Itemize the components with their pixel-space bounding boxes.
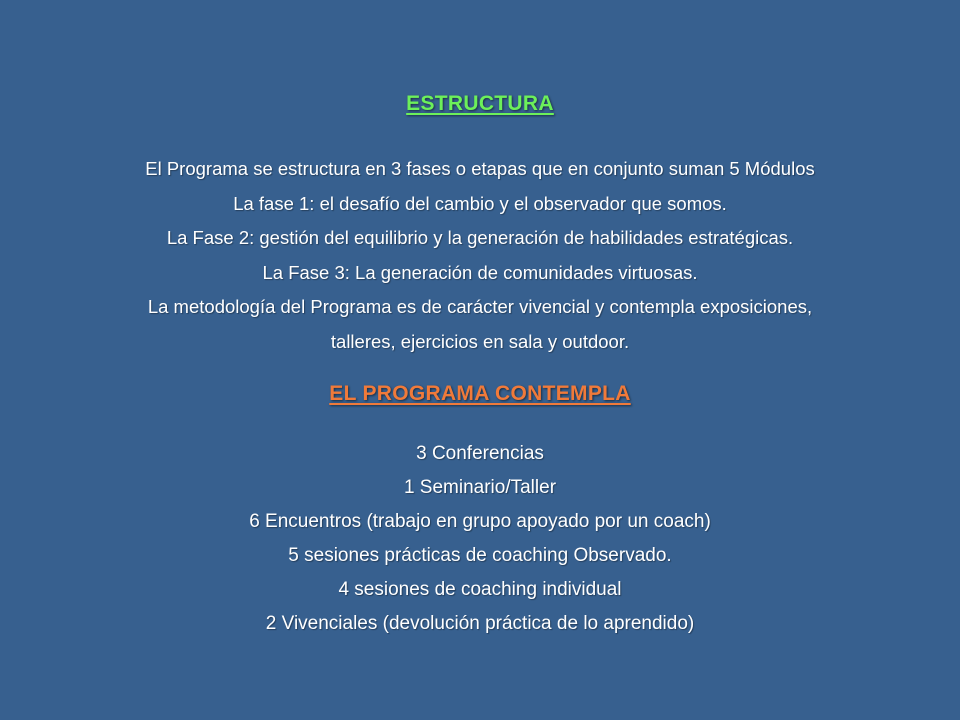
program-item: 5 sesiones prácticas de coaching Observado.	[288, 545, 672, 566]
program-item: 2 Vivenciales (devolución práctica de lo aprendido)	[265, 613, 695, 634]
structure-line: El Programa se estructura en 3 fases o etapas que en conjunto suman 5 Módulos	[145, 158, 815, 179]
structure-line: La metodología del Programa es de carácter vivencial y contempla exposiciones,	[147, 296, 813, 317]
program-item: 4 sesiones de coaching individual	[338, 579, 622, 600]
program-items	[0, 437, 960, 641]
program-item: 6 Encuentros (trabajo en grupo apoyado por un coach)	[249, 511, 711, 532]
structure-line: La Fase 2: gestión del equilibrio y la generación de habilidades estratégicas.	[166, 227, 794, 248]
structure-line: talleres, ejercicios en sala y outdoor.	[330, 330, 630, 352]
program-heading: EL PROGRAMA CONTEMPLA	[329, 382, 631, 405]
structure-heading: ESTRUCTURA	[406, 92, 554, 115]
structure-line: La fase 1: el desafío del cambio y el observador que somos.	[233, 192, 727, 214]
program-item: 3 Conferencias	[416, 443, 544, 464]
structure-description	[0, 152, 960, 359]
structure-line: La Fase 3: La generación de comunidades virtuosas.	[262, 261, 698, 283]
program-item: 1 Seminario/Taller	[403, 477, 557, 498]
